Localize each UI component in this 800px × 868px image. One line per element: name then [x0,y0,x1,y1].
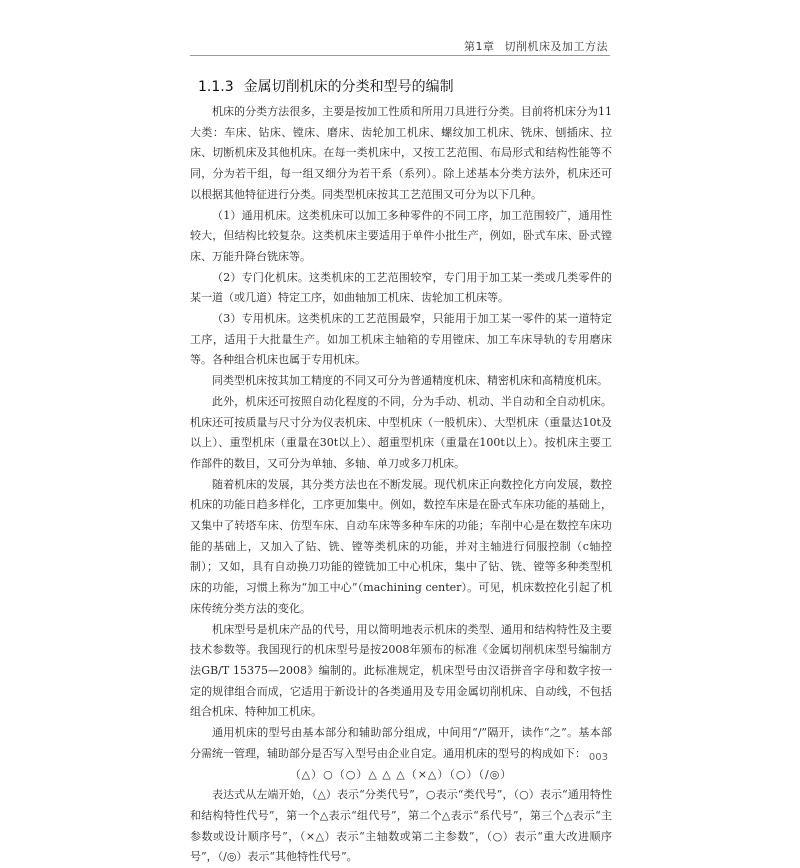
paragraph-precision: 同类型机床按其加工精度的不同又可分为普通精度机床、精密机床和高精度机床。 [212,374,608,388]
paragraph-general-machine: （1）通用机床。这类机床可以加工多种零件的不同工序，加工范围较广，通用性较大，但结构比较复杂。这类机床主要适用于单件小批生产，例如，卧式车床、卧式镗床、万能升降台铣床等。 [190,208,612,263]
paragraph-special-purpose-machine: （3）专用机床。这类机床的工艺范围最窄，只能用于加工某一零件的某一道特定工序，适用于大批量生产。如加工机床主轴箱的专用镗床、加工车床导轨的专用磨床等。各种组合机床也属于专用机床。 [190,312,612,367]
paragraph-classification: 机床的分类方法很多，主要是按加工性质和所用刀具进行分类。目前将机床分为11大类：车床、钻床、镗床、磨床、齿轮加工机床、螺纹加工机床、铣床、刨插床、拉床、切断机床及其他机床。在每一类机床中，又按工艺范围、布局形式和结构性能等不同，分为若干组，每一组又细分为若干系（系列）。除上述基本分类方法外，机床还可以根据其他特征进行分类。同类型机床按其工艺范围又可分为以下几种。 [190,105,612,201]
header-rule [190,55,610,56]
paragraph-model-number: 机床型号是机床产品的代号，用以简明地表示机床的类型、通用和结构特性及主要技术参数等。我国现行的机床型号是按2008年颁布的标准《金属切削机床型号编制方法GB/T 15375—2008》编制的。此标准规定，机床型号由汉语拼音字母和数字按一定的规律组合而成，它适用于新设计的各类通用及专用金属切削机床、自动线，不包括组合机床、特种加工机床。 [190,622,612,719]
section-number: 1.1.3 [198,79,234,95]
running-head [464,38,608,54]
model-formula: （△）○（○）△ △ △（×△）（○）（/◎） [289,767,513,781]
chapter-title: 切削机床及加工方法 [504,40,608,53]
paragraph-model-composition: 通用机床的型号由基本部分和辅助部分组成，中间用“/”隔开，读作“之”。基本部分需统一管理，辅助部分是否写入型号由企业自定。通用机床的型号的构成如下： [190,726,612,760]
paragraph-formula-explanation: 表达式从左端开始，（△）表示“分类代号”，○表示“类代号”，（○）表示“通用特性和结构特性代号”，第一个△表示“组代号”，第二个△表示“系代号”，第三个△表示“主参数或设计顺序号”，（×△）表示“主轴数或第二主参数”，（○）表示“重大改进顺序号”，（/◎）表示“其他特性代号”。 [190,788,612,864]
body-text [190,102,612,868]
section-heading [198,76,454,96]
paragraph-automation: 此外，机床还可按照自动化程度的不同，分为手动、机动、半自动和全自动机床。机床还可按质量与尺寸分为仪表机床、中型机床（一般机床）、大型机床（重量达10t及以上）、重型机床（重量在30t以上）、超重型机床（重量在100t以上）。按机床主要工作部件的数目，又可分为单轴、多轴、单刀或多刀机床。 [190,394,612,470]
paragraph-cnc-development: 随着机床的发展，其分类方法也在不断发展。现代机床正向数控化方向发展，数控机床的功能日趋多样化，工序更加集中。例如，数控车床是在卧式车床功能的基础上，又集中了转塔车床、仿型车床、自动车床等多种车床的功能；车削中心是在数控车床功能的基础上，又加入了钻、铣、镗等类机床的功能，并对主轴进行伺服控制（c轴控制）；又如，具有自动换刀功能的镗铣加工中心机床，集中了钻、铣、镗等多种类型机床的功能，习惯上称为“加工中心”（machining center）。可见，机床数控化引起了机床传统分类方法的变化。 [190,477,612,615]
page-number: 003 [588,752,608,763]
chapter-number: 第1章 [464,40,495,53]
paragraph-specialized-machine: （2）专门化机床。这类机床的工艺范围较窄，专门用于加工某一类或几类零件的某一道（或几道）特定工序，如曲轴加工机床、齿轮加工机床等。 [190,270,612,305]
section-title: 金属切削机床的分类和型号的编制 [243,79,454,95]
